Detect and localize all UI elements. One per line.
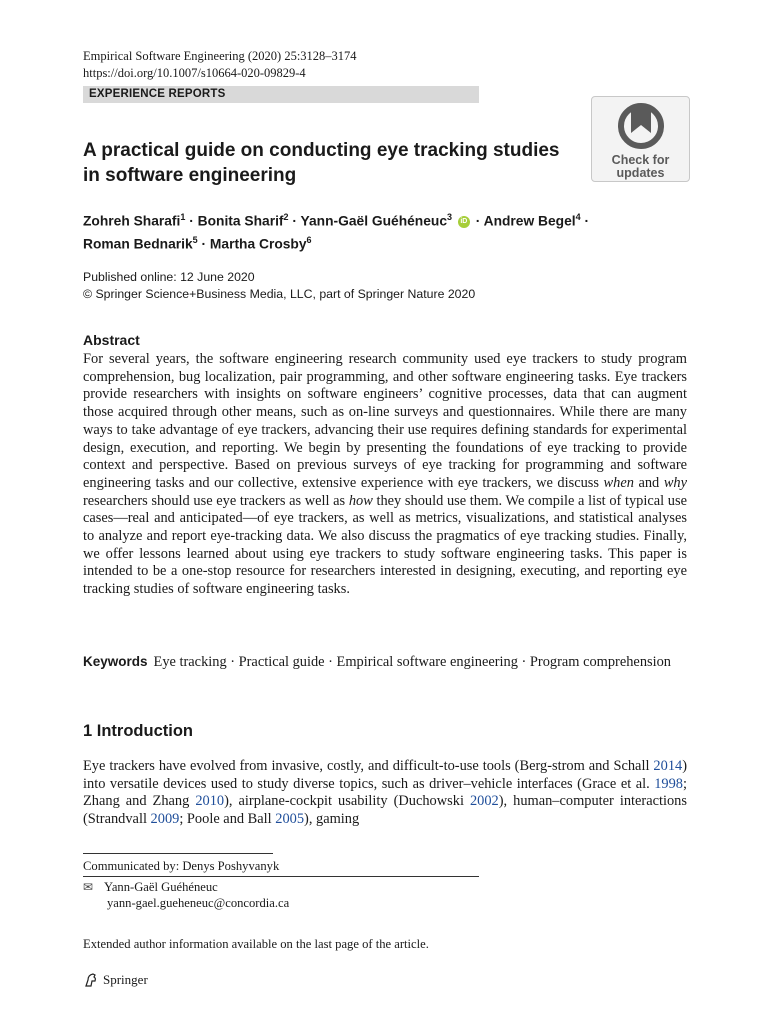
extended-author-info: Extended author information available on the last page of the article. — [83, 937, 429, 951]
doi-link[interactable]: https://doi.org/10.1007/s10664-020-09829-4 — [83, 66, 306, 80]
citation-link[interactable]: 2005 — [275, 810, 305, 827]
springer-horse-icon — [83, 972, 99, 988]
keywords — [83, 653, 687, 671]
abstract-text: For several years, the software engineering research community used eye trackers to study program comprehension, bug localization, pair programming, and other software engineering tasks. Eye trackers provide researchers with insights on software engineers’ cognitive processes, data that can augment those acquired through other means, such as on-line surveys and questionnaires. While there are many ways to take advantage of eye trackers, advancing their use requires defining standards for experimental design, execution, and reporting. We begin by presenting the foundations of eye tracking to provide context and perspective. Based on previous surveys of eye tracking for programming and software engineering tasks and our collective, extensive experience with eye trackers, we discuss when and why researchers should use eye trackers as well as how they should use them. We compile a list of typical use cases—real and anticipated—of eye trackers, as well as metrics, visualizations, and statistical analyses to analyze and report eye-tracking data. We also discuss the pragmatics of eye tracking studies. Finally, we offer lessons learned about using eye trackers to study software engineering tasks. This paper is intended to be a one-stop resource for researchers interested in designing, executing, and reporting eye tracking studies of software engineering tasks. — [83, 351, 687, 598]
citation-link[interactable]: 1998 — [654, 775, 683, 792]
badge-label: Check for updates — [611, 153, 670, 180]
keywords-list: Eye tracking · Practical guide · Empirical software engineering · Program comprehension — [153, 654, 672, 670]
author-email[interactable]: yann-gael.gueheneuc@concordia.ca — [107, 896, 290, 910]
citation-link[interactable]: 2010 — [195, 793, 225, 810]
author: Yann-Gaël Guéhéneuc — [300, 213, 447, 229]
footnote-divider — [83, 853, 273, 854]
citation-link[interactable]: 2009 — [150, 810, 180, 827]
copyright: © Springer Science+Business Media, LLC, part of Springer Nature 2020 — [83, 286, 476, 301]
keywords-heading: Keywords — [83, 654, 148, 669]
author-list: Zohreh Sharafi$^1$ · Bonita Sharif$^2$ · Yann-Gaël Guéhéneuc$^3$ iD · Andrew Begel$^4$ · Roman Bednarik$^5$ · Martha Crosby$^6$ — [83, 212, 590, 252]
communicated-by: Communicated by: Denys Poshyvanyk — [83, 859, 280, 873]
journal-header — [83, 48, 357, 82]
author: Roman Bednarik — [83, 236, 193, 252]
category-label: EXPERIENCE REPORTS — [83, 86, 479, 103]
publication-info — [83, 269, 475, 302]
introduction-text: Eye trackers have evolved from invasive, costly, and difficult-to-use tools (Berg-strom and Schall 2014) into versatile devices used to study diverse topics, such as driver–vehicle interfaces (Grace et al. 1998; Zhang and Zhang 2010), airplane-cockpit usability (Duchowski 2002), human–computer interactions (Strandvall 2009; Poole and Ball 2005), gaming — [83, 758, 687, 827]
published-date: Published online: 12 June 2020 — [83, 270, 255, 284]
abstract-heading: Abstract — [83, 332, 140, 348]
section-heading-introduction: 1 Introduction — [83, 722, 193, 740]
corresponding-author: ✉ Yann-Gaël Guéhéneuc yann-gael.gueheneuc@concordia.ca — [83, 880, 290, 910]
author: Martha Crosby — [209, 236, 307, 252]
citation-link[interactable]: 2014 — [653, 758, 683, 774]
author: Zohreh Sharafi — [83, 213, 181, 229]
author: Andrew Begel — [483, 213, 576, 229]
citation-link[interactable]: 2002 — [469, 793, 499, 810]
publisher-logo: Springer — [83, 972, 148, 988]
author: Bonita Sharif — [197, 213, 284, 229]
updates-bookmark-icon — [617, 103, 665, 149]
journal-citation: Empirical Software Engineering (2020) 25:3128–3174 — [83, 49, 357, 63]
check-for-updates-badge[interactable] — [591, 96, 690, 182]
footnote-divider — [83, 876, 479, 877]
paper-title: A practical guide on conducting eye tracking studies in software engineering — [83, 140, 560, 186]
orcid-icon[interactable]: iD — [458, 216, 470, 228]
envelope-icon: ✉ — [83, 880, 94, 894]
